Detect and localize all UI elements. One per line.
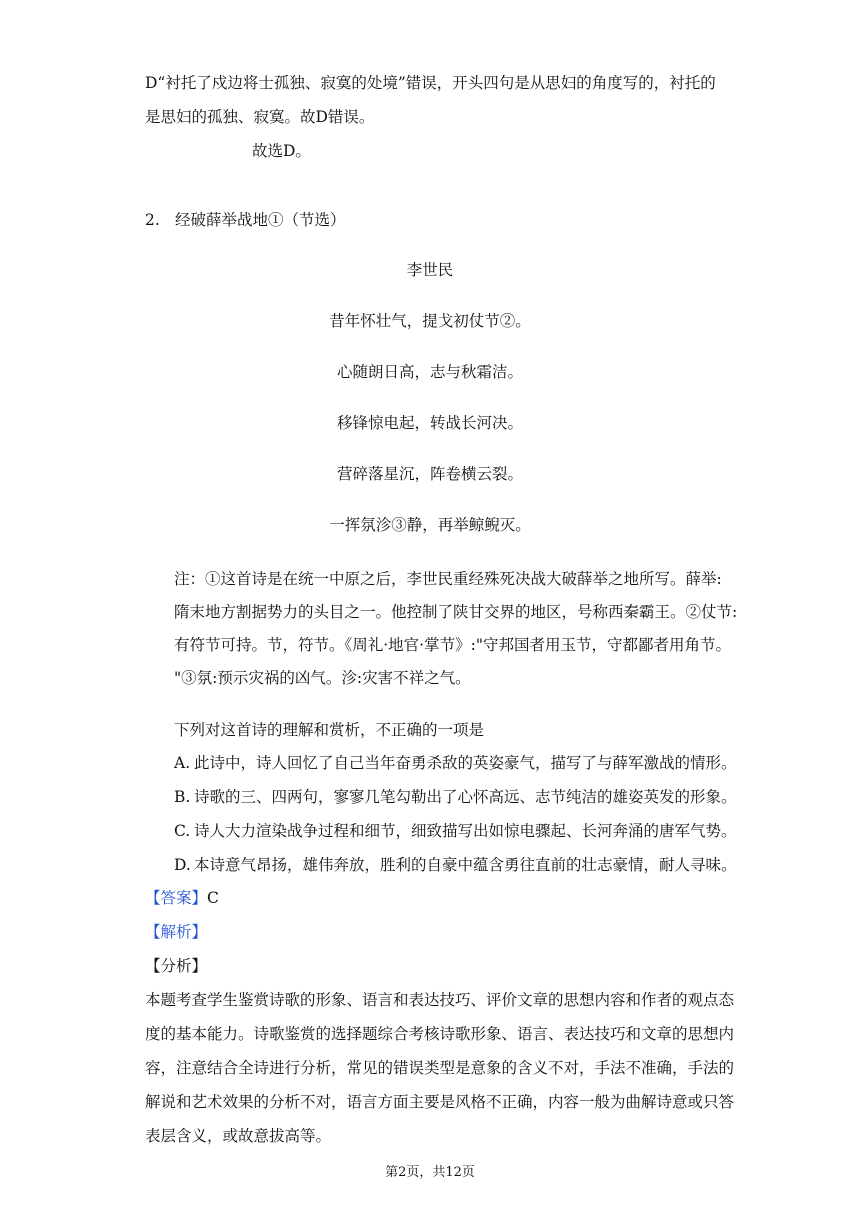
poem-line: 心随朗日高，志与秋霜洁。 <box>336 363 523 381</box>
answer-row <box>145 888 219 908</box>
option-text: 诗人大力渲染战争过程和细节，细致描写出如惊电骤起、长河奔涌的唐军气势。 <box>194 822 737 840</box>
jiexi-label: 【解析】 <box>145 923 208 941</box>
answer-value: C <box>207 889 219 907</box>
question-number: 2. <box>145 211 160 229</box>
analysis-line: 容，注意结合全诗进行分析，常见的错误类型是意象的含义不对，手法不准确，手法的 <box>145 1059 735 1077</box>
prev-conclusion: 故选D。 <box>252 142 311 160</box>
option-b <box>174 787 737 807</box>
poem-line: 一挥氛沴③静，再举鲸鲵灭。 <box>329 516 531 534</box>
question-prompt: 下列对这首诗的理解和赏析，不正确的一项是 <box>174 721 485 739</box>
analysis-line: 解说和艺术效果的分析不对，语言方面主要是风格不正确，内容一般为曲解诗意或只答 <box>145 1093 735 1111</box>
analysis-line: 表层含义，或故意拔高等。 <box>145 1127 332 1145</box>
analysis-line: 度的基本能力。诗歌鉴赏的选择题综合考核诗歌形象、语言、表达技巧和文章的思想内 <box>145 1025 735 1043</box>
option-d <box>174 855 737 875</box>
option-a <box>174 753 737 773</box>
page-footer: 第2页，共12页 <box>385 1165 475 1180</box>
poem-line: 昔年怀壮气，提戈初仗节②。 <box>329 312 531 330</box>
poem-title: 经破薛举战地①（节选） <box>175 211 346 229</box>
option-text: 诗歌的三、四两句，寥寥几笔勾勒出了心怀高远、志节纯洁的雄姿英发的形象。 <box>194 788 737 806</box>
option-letter: B. <box>174 788 191 806</box>
prev-explanation-line: D“衬托了戍边将士孤独、寂寞的处境”错误，开头四句是从思妇的角度写的，衬托的 <box>145 74 716 92</box>
option-letter: C. <box>174 822 191 840</box>
option-letter: A. <box>174 754 191 772</box>
option-text: 此诗中，诗人回忆了自己当年奋勇杀敌的英姿豪气，描写了与薛军激战的情形。 <box>194 754 737 772</box>
poem-line: 移锋惊电起，转战长河决。 <box>336 414 523 432</box>
note-line: 有符节可持。节，符节。《周礼·地官·掌节》:"守邦国者用玉节，守都鄙者用角节。 <box>174 636 731 654</box>
note-line: 注：①这首诗是在统一中原之后，李世民重经殊死决战大破薛举之地所写。薛举: <box>174 570 722 588</box>
option-c <box>174 821 737 841</box>
analysis-line: 本题考查学生鉴赏诗歌的形象、语言和表达技巧、评价文章的思想内容和作者的观点态 <box>145 991 735 1009</box>
poem-line: 营碎落星沉，阵卷横云裂。 <box>336 465 523 483</box>
answer-label: 【答案】 <box>145 889 208 907</box>
note-line: 隋末地方割据势力的头目之一。他控制了陕甘交界的地区，号称西秦霸王。②仗节: <box>174 603 738 621</box>
poem-author: 李世民 <box>406 261 454 279</box>
prev-explanation-line: 是思妇的孤独、寂寞。故D错误。 <box>145 108 375 126</box>
option-letter: D. <box>174 856 191 874</box>
note-line: "③氛:预示灾祸的凶气。沴:灾害不祥之气。 <box>174 669 471 687</box>
option-text: 本诗意气昂扬，雄伟奔放，胜利的自豪中蕴含勇往直前的壮志豪情，耐人寻味。 <box>194 856 737 874</box>
analysis-label: 【分析】 <box>145 957 208 975</box>
